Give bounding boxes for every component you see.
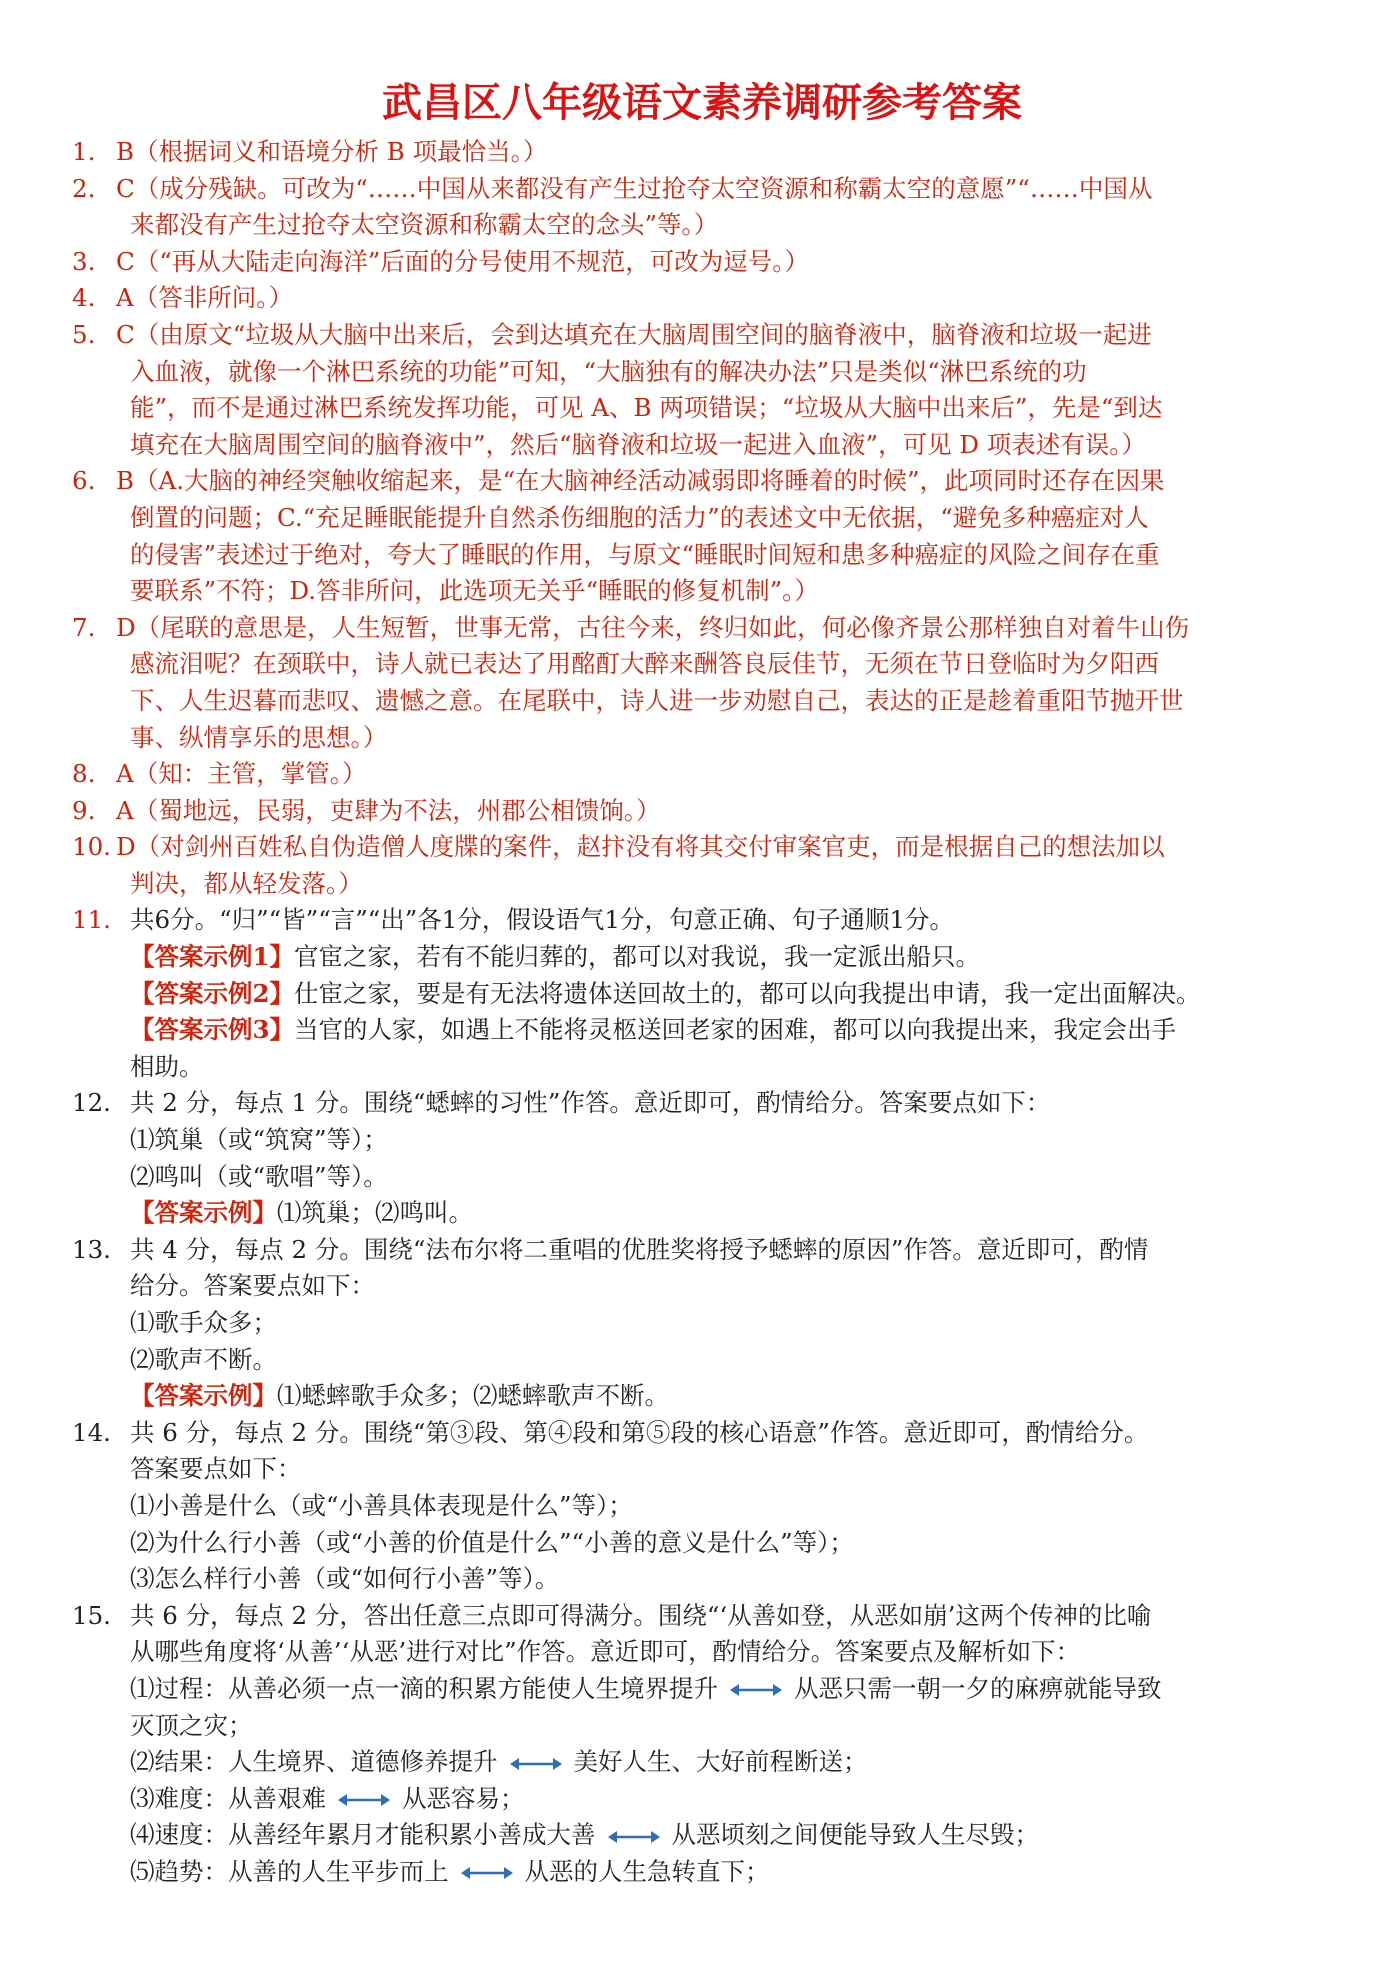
answer-item-14 (72, 1415, 1332, 1598)
example (72, 1378, 1332, 1415)
answer-item-12 (72, 1085, 1332, 1231)
item-text-cont: 的侵害”表述过于绝对，夸大了睡眠的作用，与原文“睡眠时间短和患多种癌症的风险之间存在重 (130, 539, 1160, 569)
example-tag: 【答案示例】 (130, 1381, 277, 1411)
answer-item-7 (72, 610, 1332, 756)
point-4 (72, 1817, 1332, 1854)
point-3: ⑶怎么样行小善（或“如何行小善”等）。 (130, 1564, 560, 1594)
answer-item-15 (72, 1598, 1332, 1891)
item-text: B（A.大脑的神经突触收缩起来，是“在大脑神经活动减弱即将睡着的时候”，此项同时还存在因果 (116, 466, 1165, 496)
item-number: 6. (72, 466, 96, 496)
item-number: 14. (72, 1417, 111, 1447)
example-text: 官宦之家，若有不能归葬的，都可以对我说，我一定派出船只。 (294, 942, 981, 972)
item-text-cont: 感流泪呢？在颈联中，诗人就已表达了用酩酊大醉来酬答良辰佳节，无须在节日登临时为夕阳西 (130, 649, 1159, 679)
item-text-cont: 事、纵情享乐的思想。） (130, 722, 388, 752)
example-3-cont: 相助。 (130, 1051, 204, 1081)
item-number: 4. (72, 283, 96, 313)
point-1: ⑴筑巢（或“筑窝”等）； (130, 1125, 388, 1155)
item-text-cont: 填充在大脑周围空间的脑脊液中”，然后“脑脊液和垃圾一起进入血液”，可见 D 项表述有误。） (130, 429, 1147, 459)
item-head: 共 2 分，每点 1 分。围绕“蟋蟀的习性”作答。意近即可，酌情给分。答案要点如下： (130, 1088, 1051, 1118)
item-text-cont: 倒置的问题；C.“充足睡眠能提升自然杀伤细胞的活力”的表述文中无依据，“避免多种癌症对人 (130, 502, 1149, 532)
item-text: C（由原文“垃圾从大脑中出来后，会到达填充在大脑周围空间的脑脊液中，脑脊液和垃圾一起进 (116, 319, 1152, 349)
point-3 (72, 1781, 1332, 1818)
example-tag: 【答案示例3】 (130, 1015, 295, 1045)
point-1: ⑴小善是什么（或“小善具体表现是什么”等）； (130, 1490, 633, 1520)
point-right: 从恶的人生急转直下； (524, 1856, 770, 1886)
item-text-cont: 能”，而不是通过淋巴系统发挥功能，可见 A、B 两项错误；“垃圾从大脑中出来后”，先是“到达 (130, 393, 1163, 423)
answer-item-11 (72, 902, 1332, 1085)
example-1 (72, 939, 1332, 976)
item-number: 12. (72, 1088, 111, 1118)
example-2 (72, 976, 1332, 1013)
item-number: 8. (72, 759, 96, 789)
item-head-cont: 从哪些角度将‘从善’‘从恶’进行对比”作答。意近即可，酌情给分。答案要点及解析如下： (130, 1637, 1081, 1667)
item-text-cont: 来都没有产生过抢夺太空资源和称霸太空的念头”等。） (130, 210, 719, 240)
item-number: 7. (72, 612, 96, 642)
point-5 (72, 1854, 1332, 1891)
point-right: 美好人生、大好前程断送； (573, 1747, 868, 1777)
item-text: A（知：主管，掌管。） (116, 759, 367, 789)
point-right: 从恶容易； (402, 1783, 525, 1813)
item-text: D（对剑州百姓私自伪造僧人度牒的案件，赵抃没有将其交付审案官吏，而是根据自己的想法加以 (116, 832, 1165, 862)
item-head: 共 4 分，每点 2 分。围绕“法布尔将二重唱的优胜奖将授予蟋蟀的原因”作答。意近即可，酌情 (130, 1234, 1149, 1264)
point-2: ⑵为什么行小善（或“小善的价值是什么”“小善的意义是什么”等）； (130, 1527, 854, 1557)
item-number: 5. (72, 319, 96, 349)
answer-item-4 (72, 280, 1332, 317)
point-left: ⑴过程：从善必须一点一滴的积累方能使人生境界提升 (130, 1673, 718, 1703)
example-tag: 【答案示例1】 (130, 942, 295, 972)
item-number: 3. (72, 246, 96, 276)
item-head-cont: 答案要点如下： (130, 1454, 302, 1484)
item-head: 共6分。“归”“皆”“言”“出”各1分，假设语气1分，句意正确、句子通顺1分。 (130, 905, 955, 935)
answer-item-9 (72, 793, 1332, 830)
choice-answers (72, 134, 1332, 902)
answer-item-3 (72, 244, 1332, 281)
point-left: ⑸趋势：从善的人生平步而上 (130, 1856, 449, 1886)
item-text-cont: 判决，都从轻发落。） (130, 868, 363, 898)
example-tag: 【答案示例2】 (130, 978, 295, 1008)
point-right: 从恶只需一朝一夕的麻痹就能导致 (794, 1673, 1162, 1703)
item-text-cont: 要联系”不符；D.答非所问，此选项无关乎“睡眠的修复机制”。） (130, 576, 819, 606)
example-3 (72, 1012, 1332, 1049)
answer-item-2 (72, 171, 1332, 244)
answer-item-8 (72, 756, 1332, 793)
item-number: 1. (72, 137, 96, 166)
point-left: ⑵结果：人生境界、道德修养提升 (130, 1747, 498, 1777)
item-number: 13. (72, 1234, 111, 1264)
point-1 (72, 1671, 1332, 1708)
item-number: 11. (72, 905, 111, 935)
item-text: D（尾联的意思是，人生短暂，世事无常，古往今来，终归如此，何必像齐景公那样独自对着牛山伤 (116, 612, 1190, 642)
double-arrow-icon (730, 1683, 782, 1697)
item-head: 共 6 分，每点 2 分，答出任意三点即可得满分。围绕“‘从善如登，从恶如崩’这两个传神的比喻 (130, 1600, 1152, 1630)
point-right: 从恶顷刻之间便能导致人生尽毁； (671, 1820, 1039, 1850)
example-text: ⑴筑巢；⑵鸣叫。 (277, 1198, 473, 1228)
item-number: 15. (72, 1600, 111, 1630)
item-number: 9. (72, 795, 96, 825)
double-arrow-icon (510, 1757, 562, 1771)
item-text: B（根据词义和语境分析 B 项最恰当。） (116, 137, 548, 166)
example-text: ⑴蟋蟀歌手众多；⑵蟋蟀歌声不断。 (277, 1381, 669, 1411)
item-number: 2. (72, 173, 96, 203)
point-1-cont: 灭顶之灾； (130, 1710, 253, 1740)
example-text: 仕宦之家，要是有无法将遗体送回故土的，都可以向我提出申请，我一定出面解决。 (294, 978, 1201, 1008)
double-arrow-icon (461, 1866, 513, 1880)
item-head: 共 6 分，每点 2 分。围绕“第③段、第④段和第⑤段的核心语意”作答。意近即可，酌情给分。 (130, 1417, 1149, 1447)
answer-item-5 (72, 317, 1332, 463)
double-arrow-icon (338, 1793, 390, 1807)
point-left: ⑷速度：从善经年累月才能积累小善成大善 (130, 1820, 596, 1850)
item-text-cont: 入血液，就像一个淋巴系统的功能”可知，“大脑独有的解决办法”只是类似“淋巴系统的功 (130, 356, 1087, 386)
example-text: 当官的人家，如遇上不能将灵柩送回老家的困难，都可以向我提出来，我定会出手 (294, 1015, 1177, 1045)
point-2 (72, 1744, 1332, 1781)
answer-item-13 (72, 1232, 1332, 1415)
item-number: 10. (72, 832, 111, 862)
example (72, 1195, 1332, 1232)
answer-item-6 (72, 463, 1332, 609)
example-tag: 【答案示例】 (130, 1198, 277, 1228)
page-title: 武昌区八年级语文素养调研参考答案 (382, 80, 1022, 126)
point-2: ⑵鸣叫（或“歌唱”等）。 (130, 1161, 388, 1191)
item-text-cont: 下、人生迟暮而悲叹、遗憾之意。在尾联中，诗人进一步劝慰自己，表达的正是趁着重阳节抛开世 (130, 685, 1184, 715)
item-head-cont: 给分。答案要点如下： (130, 1271, 375, 1301)
item-text: A（蜀地远，民弱，吏肆为不法，州郡公相馈饷。） (116, 795, 661, 825)
double-arrow-icon (608, 1830, 660, 1844)
answer-item-10 (72, 829, 1332, 902)
point-left: ⑶难度：从善艰难 (130, 1783, 326, 1813)
item-text: C（“再从大陆走向海洋”后面的分号使用不规范，可改为逗号。） (116, 246, 810, 276)
answer-item-1 (72, 134, 1332, 171)
item-text: C（成分残缺。可改为“……中国从来都没有产生过抢夺太空资源和称霸太空的意愿”“……中国从 (116, 173, 1153, 203)
item-text: A（答非所问。） (116, 283, 293, 313)
point-2: ⑵歌声不断。 (130, 1344, 277, 1374)
point-1: ⑴歌手众多； (130, 1308, 277, 1337)
